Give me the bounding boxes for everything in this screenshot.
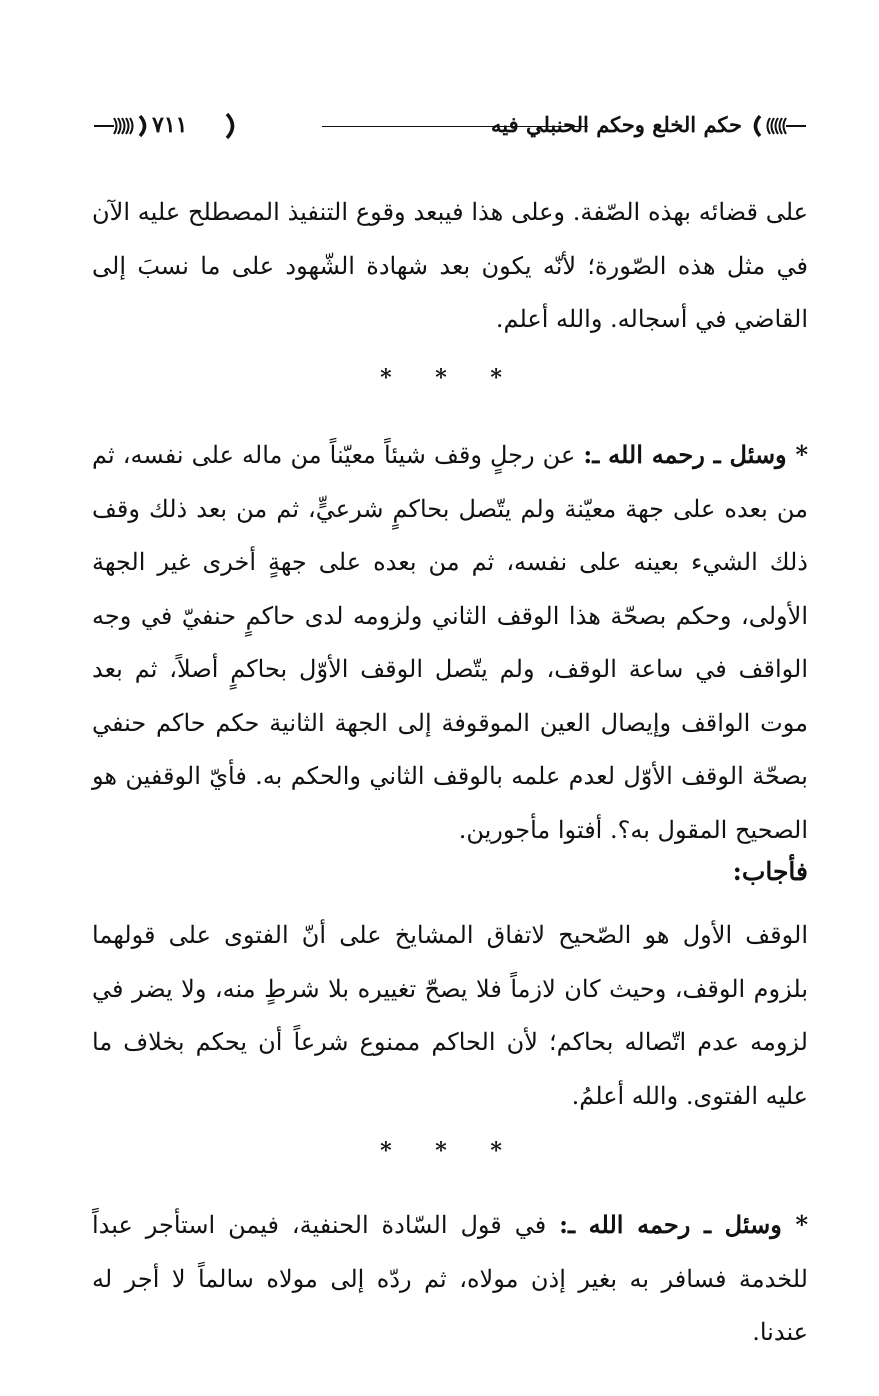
running-header-title: حكم الخلع وحكم الحنبلي فيه (491, 112, 742, 137)
running-header (94, 108, 806, 148)
answer-heading: فأجاب: (732, 857, 808, 886)
right-ornament-icon (748, 114, 806, 138)
question-paragraph (92, 428, 808, 857)
left-ornament-icon (94, 114, 152, 138)
question-lead: * وسئل ـ رحمه الله ـ: (559, 1210, 808, 1239)
question-text: في قول السّادة الحنفية، فيمن استأجر عبداً للخدمة فسافر به بغير إذن مولاه، ثم ردّه إلى مولاه سالماً لا أجر له عندنا. (92, 1211, 808, 1346)
header-divider (322, 126, 588, 127)
section-separator: * * * (380, 365, 520, 391)
answer-paragraph: الوقف الأول هو الصّحيح لاتفاق المشايخ على أنّ الفتوى على قولهما بلزوم الوقف، وحيث كان لازماً فلا يصحّ تغييره بلا شرطٍ منه، ولا يضر في لزومه عدم اتّصاله بحاكم؛ لأن الحاكم ممنوع شرعاً أن يحكم بخلاف ما عليه الفتوى. والله أعلمُ. (92, 921, 808, 1110)
question-text: عن رجلٍ وقف شيئاً معيّناً من ماله على نفسه، ثم من بعده على جهة معيّنة ولم يتّصل بحاكمٍ شرعيٍّ، ثم من بعد ذلك وقف ذلك الشيء بعينه على نفسه، ثم من بعده على جهةٍ أخرى غير الجهة الأولى، وحكم بصحّة هذا الوقف الثاني ولزومه لدى حاكمٍ حنفيّ في وجه الواقف في ساعة الوقف، ولم يتّصل الوقف الأوّل بحاكمٍ أصلاً، ثم بعد موت الواقف وإيصال العين الموقوفة إلى الجهة الثانية حكم حاكم حنفي بصحّة الوقف الأوّل لعدم علمه بالوقف الثاني والحكم به. فأيّ الوقفين هو الصحيح المقول به؟. أفتوا مأجورين. (92, 441, 809, 844)
question-lead: * وسئل ـ رحمه الله ـ: (583, 440, 809, 469)
continuation-paragraph: على قضائه بهذه الصّفة. وعلى هذا فيبعد وقوع التنفيذ المصطلح عليه الآن في مثل هذه الصّورة؛ لأنّه يكون بعد شهادة الشّهود على ما نسبَ إلى القاضي في أسجاله. والله أعلم. (92, 198, 808, 333)
question-paragraph (92, 1198, 808, 1360)
section-separator: * * * (380, 1138, 520, 1164)
page-number: ٧١١ (152, 112, 188, 138)
page-number-bracket-right-icon (224, 112, 240, 140)
